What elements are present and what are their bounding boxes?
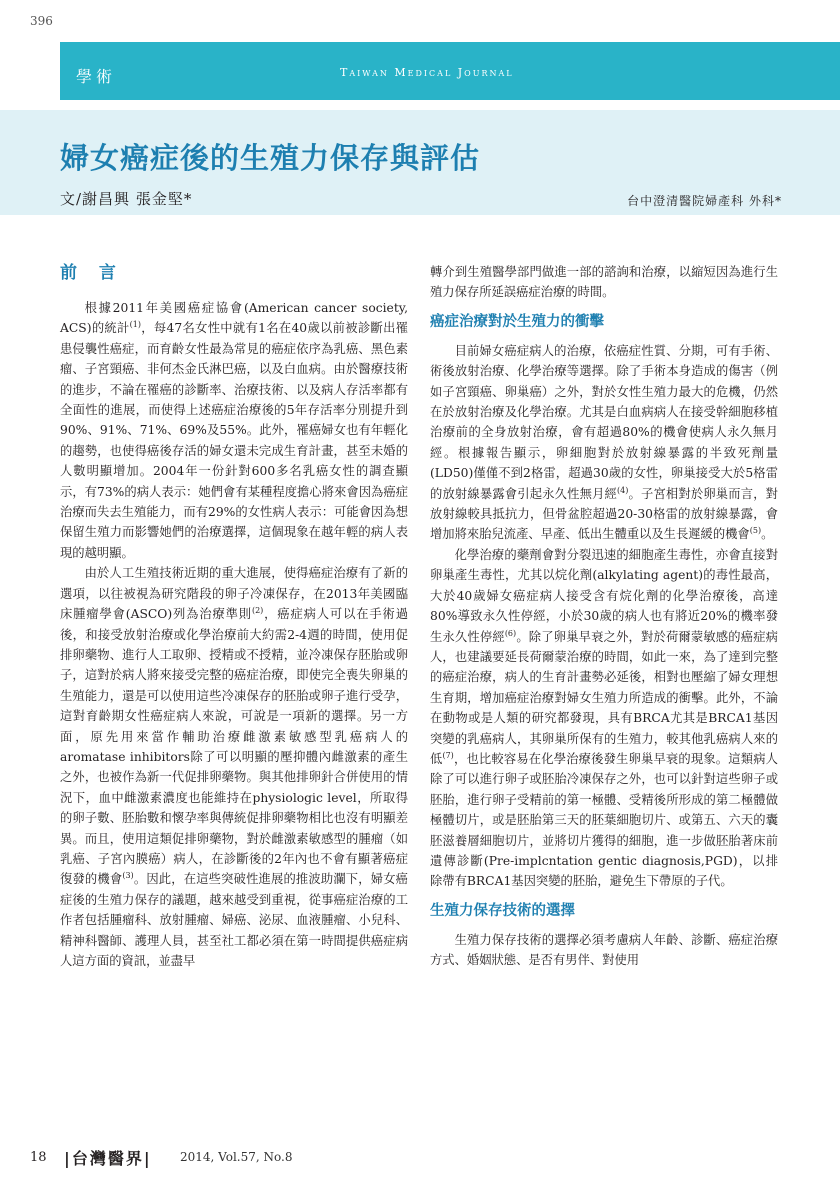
citation-ref: (1)	[129, 320, 141, 330]
section-heading-techniques: 生殖力保存技術的選擇	[430, 901, 575, 919]
footer-page-number: 18	[30, 1150, 47, 1165]
citation-ref: (3)	[122, 871, 134, 881]
page-number-top: 396	[30, 14, 53, 28]
journal-name: Taiwan Medical Journal	[340, 66, 514, 79]
citation-ref: (4)	[617, 485, 629, 495]
section-label: 學術	[76, 67, 117, 86]
section-heading-impact: 癌症治療對於生殖力的衝擊	[430, 312, 604, 330]
right-column	[430, 262, 778, 971]
left-column	[60, 262, 408, 971]
paragraph: 由於人工生殖技術近期的重大進展，使得癌症治療有了新的選項，以往被視為研究階段的卵子冷凍保存，在2013年美國臨床腫瘤學會(ASCO)列為治療準則$^{(2)}$，癌症病人可以在手術過後，和接受放射治療或化學治療前大約需2-4週的時間，使用促排卵藥物、進行人工取卵、授精或不授精，並冷凍保存胚胎或卵子，這對於病人將來接受完整的癌症治療，即使完全喪失卵巢的生殖能力，還是可以使用這些冷凍保存的胚胎或卵子進行受孕，這對育齡期女性癌症病人來說，可說是一項新的選擇。另一方面，原先用來當作輔助治療雌激素敏感型乳癌病人的aromatase inhibitors除了可以明顯的壓抑體內雌激素的產生之外，也被作為新一代促排卵藥物。與其他排卵針合併使用的情況下，血中雌激素濃度也能維持在physiologic level，所取得的卵子數、胚胎數和懷孕率與傳統促排卵藥物相比也沒有明顯差異。而且，使用這類促排卵藥物，對於雌激素敏感型的腫瘤（如乳癌、子宮內膜癌）病人，在診斷後的2年內也不會有顯著癌症復發的機會$^{(3)}$。因此，在這些突破性進展的推波助瀾下，婦女癌症後的生殖力保存的議題，越來越受到重視，從事癌症治療的工作者包括腫瘤科、放射腫瘤、婦癌、泌尿、血液腫瘤、小兒科、精神科醫師、護理人員，甚至社工都必須在第一時間提供癌症病人這方面的資訊，並盡早	[60, 566, 408, 968]
citation-ref: (7)	[442, 750, 454, 760]
citation-ref: (6)	[504, 628, 517, 638]
citation-ref: (5)	[749, 526, 762, 536]
section-heading-introduction: 前 言	[60, 263, 124, 283]
paragraph: 生殖力保存技術的選擇必須考慮病人年齡、診斷、癌症治療方式、婚姻狀態、是否有男伴、對使用	[430, 932, 778, 968]
paragraph: 化學治療的藥劑會對分裂迅速的細胞產生毒性，亦會直接對卵巢產生毒性，尤其以烷化劑(alkylating agent)的毒性最高，大於40歲婦女癌症病人接受含有烷化劑的化學治療後，高達80%導致永久性停經，小於30歲的病人也有將近20%的機率發生永久性停經$^{(6)}$。除了卵巢早衰之外，對於荷爾蒙敏感的癌症病人，也建議要延長荷爾蒙治療的時間，如此一來，為了達到完整的癌症治療，病人的生育計畫勢必延後，相對也壓縮了婦女理想生育期，增加癌症治療對婦女生殖力所造成的衝擊。此外，不論在動物或是人類的研究都發現，具有BRCA尤其是BRCA1基因突變的乳癌病人，其卵巢所保有的生殖力，較其他乳癌病人來的低$^{(7)}$，也比較容易在化學治療後發生卵巢早衰的現象。這類病人除了可以進行卵子或胚胎冷凍保存之外，也可以針對這些卵子或胚胎，進行卵子受精前的第一極體、受精後所形成的第二極體做極體切片，或是胚胎第三天的胚葉細胞切片、或第五、六天的囊胚滋養層細胞切片，並將切片獲得的細胞，進一步做胚胎著床前遺傳診斷(Pre-implcntation gentic diagnosis,PGD)，以排除帶有BRCA1基因突變的胚胎，避免生下帶原的子代。	[430, 547, 778, 889]
paragraph: 轉介到生殖醫學部門做進一部的諮詢和治療，以縮短因為進行生殖力保存所延誤癌症治療的時間。	[430, 265, 778, 300]
author-line: 文/謝昌興 張金堅*	[60, 190, 193, 208]
paragraph: 根據2011年美國癌症協會(American cancer society, ACS)的統計$^{(1)}$，每47名女性中就有1名在40歲以前被診斷出罹患侵襲性癌症，而育齡女性最為常見的癌症依序為乳癌、黑色素瘤、子宮頸癌、非何杰金氏淋巴癌，以及白血病。由於醫療技術的進步，不論在罹癌的診斷率、治療技術、以及病人存活率都有全面性的進展，而使得上述癌症治療後的5年存活率分別提升到90%、91%、71%、69%及55%。此外，罹癌婦女也有年輕化的趨勢，也使得癌後存活的婦女還未完成生育計畫，甚至未婚的人數明顯增加。2004年一份針對600多名乳癌女性的調查顯示，有73%的病人表示：她們會有某種程度擔心將來會因為癌症治療而失去生殖能力，而有29%的女性病人表示：可能會因為想保留生殖力而影響她們的治療選擇，這個現象在越年輕的病人表現的越明顯。	[60, 301, 408, 560]
affiliation: 台中澄清醫院婦產科 外科*	[627, 194, 782, 208]
article-title: 婦女癌症後的生殖力保存與評估	[60, 141, 481, 175]
footer-masthead: |台灣醫界|	[64, 1149, 152, 1168]
citation-ref: (2)	[251, 606, 264, 615]
footer-issue: 2014, Vol.57, No.8	[180, 1150, 293, 1164]
paragraph: 目前婦女癌症病人的治療，依癌症性質、分期，可有手術、術後放射治療、化學治療等選擇。除了手術本身造成的傷害（例如子宮頸癌、卵巢癌）之外，對於女性生殖力最大的危機，仍然在於放射治療及化學治療。尤其是白血病病人在接受幹細胞移植治療前的全身放射治療，會有超過80%的機會使病人永久無月經。根據報告顯示，卵細胞對於放射線暴露的半致死劑量(LD50)僅僅不到2格雷，超過30歲的女性，卵巢接受大於5格雷的放射線暴露會引起永久性無月經$^{(4)}$。子宮相對於卵巢而言，對放射線較具抵抗力，但骨盆腔超過20-30格雷的放射線暴露，會增加將來胎兒流產、早產、低出生體重以及生長遲緩的機會$^{(5)}$。	[430, 343, 778, 542]
